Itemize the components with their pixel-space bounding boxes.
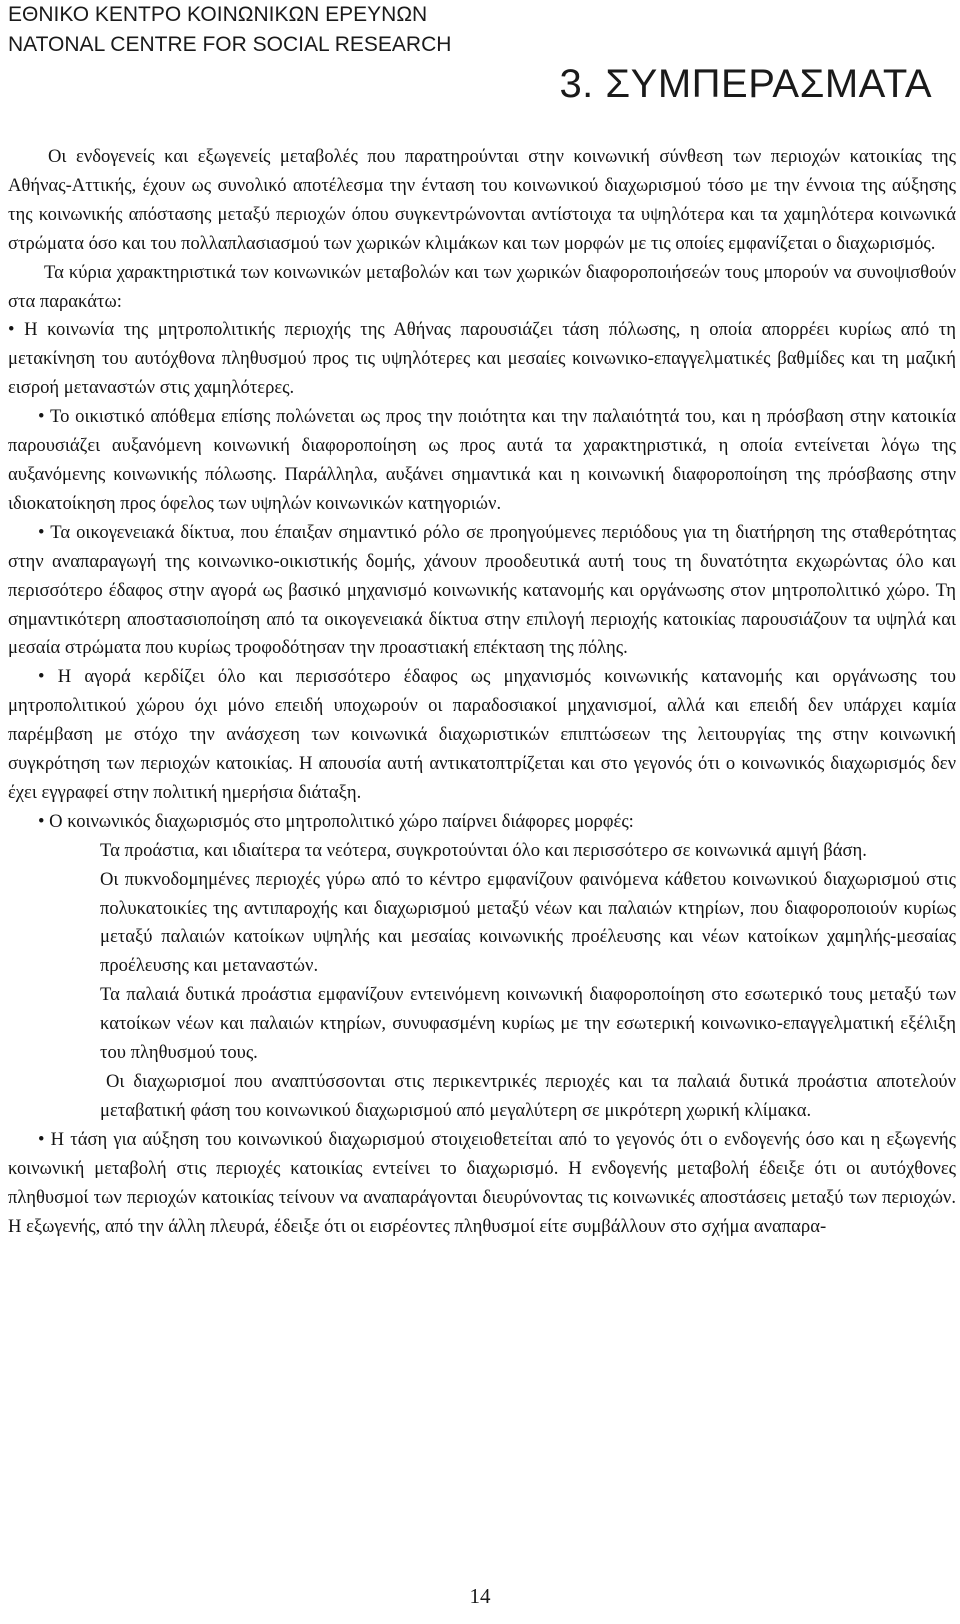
bullet-segregation-trend: • Η τάση για αύξηση του κοινωνικού διαχωρισμού στοιχειοθετείται από το γεγονός ότι ο ενδογενής όσο και η εξωγενής κοινωνική μεταβολή στις περιοχές κατοικίας εντείνει το διαχωρισμό. Η ενδογενής μεταβολή έδειξε ότι οι αυτόχθονες πληθυσμοί των περιοχών κατοικίας τείνουν να αναπαράγονται διευρύνοντας τις κοινωνικές αποστάσεις μεταξύ των περιοχών. Η εξωγενής, από την άλλη πλευρά, έδειξε ότι οι εισρέοντες πληθυσμοί είτε συμβάλλουν στο σχήμα αναπαρα- bbox=[8, 1128, 956, 1237]
institution-name-english: NATONAL CENTRE FOR SOCIAL RESEARCH bbox=[8, 33, 452, 56]
bullet-segregation-forms: • Ο κοινωνικός διαχωρισμός στο μητροπολιτικό χώρο παίρνει διάφορες μορφές: bbox=[38, 810, 634, 832]
sub-item-transitional-phase: Οι διαχωρισμοί που αναπτύσσονται στις περικεντρικές περιοχές και τα παλαιά δυτικά προάστια αποτελούν μεταβατική φάση του κοινωνικού διαχωρισμού από μεγαλύτερη σε μικρότερη χωρική κλίμακα. bbox=[100, 1071, 956, 1121]
sub-item-old-western-suburbs: Τα παλαιά δυτικά προάστια εμφανίζουν εντεινόμενη κοινωνική διαφοροποίηση στο εσωτερικό τους μεταξύ των κατοίκων νέων και παλαιών κτηρίων, συνυφασμένη κυρίως με την εσωτερική κοινωνικο-επαγγελματική εξέλιξη του πληθυσμού τους. bbox=[100, 984, 956, 1064]
institution-name-greek: ΕΘΝΙΚΟ ΚΕΝΤΡΟ ΚΟΙΝΩΝΙΚΩΝ ΕΡΕΥΝΩΝ bbox=[8, 3, 428, 26]
institution-header bbox=[8, 0, 451, 60]
sub-item-suburbs: Τα προάστια, και ιδιαίτερα τα νεότερα, συγκροτούνται όλο και περισσότερο σε κοινωνικά αμιγή βάση. bbox=[100, 839, 867, 861]
chapter-title: 3. ΣΥΜΠΕΡΑΣΜΑΤΑ bbox=[559, 62, 932, 106]
page-number: 14 bbox=[469, 1584, 491, 1608]
bullet-polarization: • Η κοινωνία της μητροπολιτικής περιοχής της Αθήνας παρουσιάζει τάση πόλωσης, η οποία απορρέει κυρίως από τη μετακίνηση του αυτόχθονα πληθυσμού προς τις υψηλότερες και μεσαίες κοινωνικο-επαγγελματικές βαθμίδες και τη μαζική εισροή μεταναστών στις χαμηλότερες. bbox=[8, 319, 956, 399]
body-text bbox=[8, 143, 956, 1241]
bullet-housing-stock: • Το οικιστικό απόθεμα επίσης πολώνεται ως προς την ποιότητα και την παλαιότητά του, και η πρόσβαση στην κατοικία παρουσιάζει αυξανόμενη κοινωνική διαφοροποίηση ως προς αυτά τα χαρακτηριστικά, η οποία εντείνεται λόγω της αυξανόμενης κοινωνικής πόλωσης. Παράλληλα, αυξάνει σημαντικά και η κοινωνική διαφοροποίηση της πρόσβασης στην ιδιοκατοίκηση προς όφελος των υψηλών κοινωνικών κατηγοριών. bbox=[8, 406, 956, 514]
sub-item-dense-areas: Οι πυκνοδομημένες περιοχές γύρω από το κέντρο εμφανίζουν φαινόμενα κάθετου κοινωνικού διαχωρισμού στις πολυκατοικίες της αντιπαροχής και διαχωρισμού μεταξύ νέων και παλαιών κτηρίων, που διαφοροποιούν κυρίως μεταξύ παλαιών κατοίκων υψηλής και μεσαίας κοινωνικής προέλευσης και νέων κατοίκων χαμηλής-μεσαίας προέλευσης και μεταναστών. bbox=[100, 868, 956, 977]
paragraph-summary-lead: Τα κύρια χαρακτηριστικά των κοινωνικών μεταβολών και των χωρικών διαφοροποιήσεών τους μπορούν να συνοψισθούν στα παρακάτω: bbox=[8, 261, 956, 312]
bullet-market: • Η αγορά κερδίζει όλο και περισσότερο έδαφος ως μηχανισμός κοινωνικής κατανομής και οργάνωσης του μητροπολιτικού χώρου όχι μόνο επειδή υποχωρούν οι παραδοσιακοί μηχανισμοί, αλλά και επειδή δεν υπάρχει καμία παρέμβαση με στόχο την ανάσχεση των κοινωνικά διαχωριστικών επιπτώσεων της λειτουργίας της στην κοινωνική συγκρότηση των περιοχών κατοικίας. Η απουσία αυτή αντικατοπτρίζεται και στο γεγονός ότι ο κοινωνικός διαχωρισμός δεν έχει εγγραφεί στην πολιτική ημερήσια διάταξη. bbox=[8, 666, 956, 803]
bullet-family-networks: • Τα οικογενειακά δίκτυα, που έπαιξαν σημαντικό ρόλο σε προηγούμενες περιόδους για τη διατήρηση της σταθερότητας στην αναπαραγωγή της κοινωνικο-οικιστικής δομής, χάνουν προοδευτικά αυτή τους τη δυνατότητα εκχωρώντας όλο και περισσότερο έδαφος στην αγορά ως βασικό μηχανισμό κοινωνικής κατανομής και οργάνωσης στον μητροπολιτικό χώρο. Τη σημαντικότερη αποστασιοποίηση από τα οικογενειακά δίκτυα στην επιλογή περιοχής κατοικίας παρουσιάζουν τα υψηλά και μεσαία στρώματα που κυρίως τροφοδότησαν την προαστιακή επέκταση της πόλης. bbox=[8, 521, 956, 659]
paragraph-intro: Οι ενδογενείς και εξωγενείς μεταβολές που παρατηρούνται στην κοινωνική σύνθεση των περιοχών κατοικίας της Αθήνας-Αττικής, έχουν ως συνολικό αποτέλεσμα την ένταση του κοινωνικού διαχωρισμού τόσο με την έννοια της αύξησης της κοινωνικής απόστασης μεταξύ περιοχών όπου συγκεντρώνονται αντίστοιχα τα υψηλότερα και τα χαμηλότερα κοινωνικά στρώματα όσο και του πολλαπλασιασμού των χωρικών κλιμάκων και των μορφών με τις οποίες εμφανίζεται ο διαχωρισμός. bbox=[8, 146, 956, 254]
